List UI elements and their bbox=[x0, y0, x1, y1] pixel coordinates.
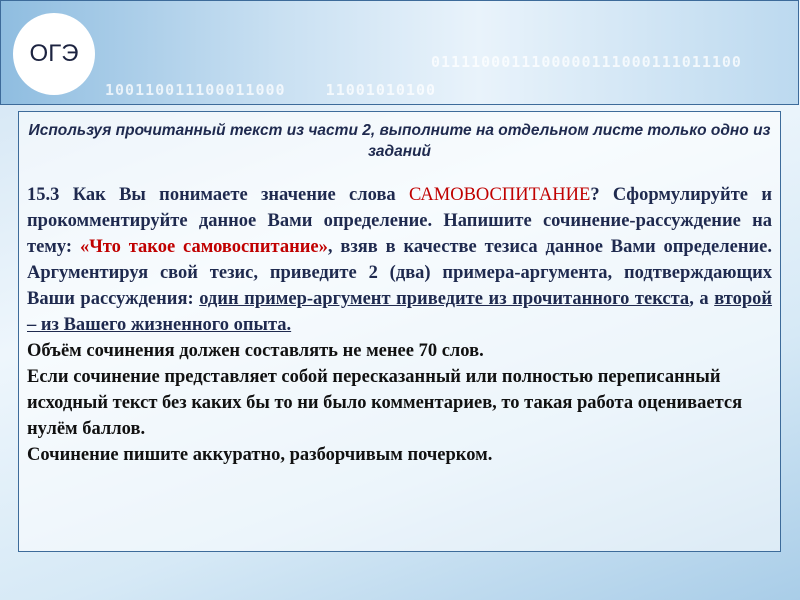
task-paragraph bbox=[27, 182, 772, 338]
text: 15.3 Как Вы понимаете значение слова bbox=[27, 185, 409, 205]
handwriting-note: Сочинение пишите аккуратно, разборчивым почерком. bbox=[27, 445, 493, 465]
binary-decoration: 100110011100011000 11001010100 bbox=[105, 81, 437, 99]
task-box bbox=[18, 111, 781, 552]
retelling-note: Если сочинение представляет собой пересказанный или полностью переписанный исходный текст без каких бы то ни было комментариев, то такая работа оценивается нулём баллов. bbox=[27, 367, 743, 439]
text: , а bbox=[689, 289, 715, 309]
text: ? Сформулируйте и прокомментируйте данное Вами определение. Напишите сочинение-рассуждение на тему: bbox=[27, 185, 772, 257]
task-title: Используя прочитанный текст из части 2, выполните на отдельном листе только одно из заданий bbox=[28, 122, 771, 160]
underlined-text: один пример-аргумент приведите из прочитанного текста bbox=[199, 289, 690, 309]
slide-header bbox=[0, 0, 799, 105]
oge-logo: ОГЭ bbox=[13, 13, 95, 95]
task-body bbox=[27, 182, 772, 468]
text: , взяв в качестве тезиса данное Вами определение. Аргументируя свой тезис, приведите 2 (два) примера-аргумента, подтверждающих Ваши рассуждения: bbox=[27, 237, 772, 309]
keyword: САМОВОСПИТАНИЕ bbox=[409, 185, 591, 205]
binary-decoration: 0111100011100000111000111011100 bbox=[431, 53, 742, 71]
underlined-text: второй – из Вашего жизненного опыта. bbox=[27, 289, 773, 335]
essay-topic: «Что такое самовоспитание» bbox=[79, 237, 328, 257]
word-count-note: Объём сочинения должен составлять не менее 70 слов. bbox=[27, 341, 484, 361]
